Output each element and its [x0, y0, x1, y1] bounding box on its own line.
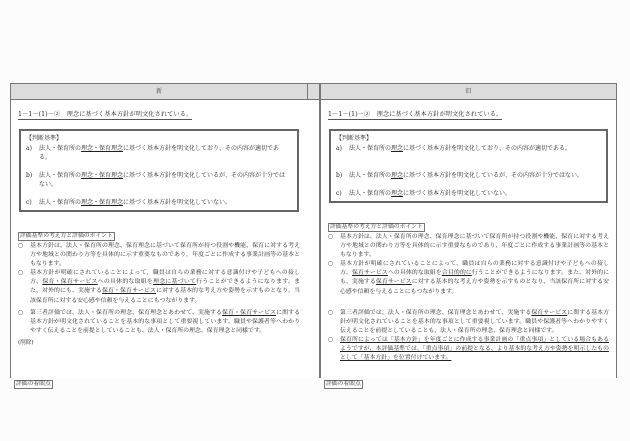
points-section-title: 評価基準の考え方と評価のポイント	[20, 233, 113, 239]
deleted-note: (削除)	[18, 339, 34, 346]
point-item: ○ 基本方針は、法人・保育所の理念、保育理念に基づいて保育所が持つ役割や機能、保育に対する考え方や地域との関わり方等を具体的に示す重要なものであり、年度ごとに作成する事業計画等の基本ともなります。	[328, 234, 609, 259]
point-item: ○ 基本方針は、法人・保育所の理念、保育理念に基づいて保育所が持つ役割や機能、保育に対する考え方や地域との関わり方等を具体的に示す重要なものであり，年度ごとに作成する事業計画等の基本ともなります。	[18, 243, 300, 268]
points-section-title: 評価基準の考え方と評価のポイント	[330, 224, 423, 230]
judgement-criteria-box	[19, 129, 299, 212]
judgement-criteria-box	[329, 129, 608, 203]
point-item: ○ 第三者評価では、法人・保育所の理念、保育理念とあわせて、実施する保育・保育サービスに関する基本方針が明文化されていることを基本的な事項として重要視しています。職員や保護者等へわかりやすく伝えることを前提としていることも、法人・保育所の理念、保育理念と同様です。	[18, 309, 300, 334]
viewpoints-section-title: 評価の着眼点	[16, 381, 51, 387]
criteria-title: 【判断基準】	[336, 135, 373, 142]
point-item: ○ 保育所によっては「基本方針」を年度ごとに作成する事業計画の「重点事項」としている場合もあるようですが、本評価基準では、「重点事項」の前提となる、より基本的な考え方や姿勢を明示したものとして「基本方針」を位置付けています。	[328, 336, 609, 362]
criteria-item-a: a) 法人・保育所の理念に基づく基本方針を明文化しており、その内容が適切である。	[336, 145, 572, 152]
criteria-item-c: c) 法人・保育所の理念に基づく基本方針を明文化していない。	[336, 190, 512, 197]
point-item: ○ 基本方針が明確にされていることによって、職員は自らの業務に対する意識付けや子どもへの接し方、保育サービスへの具体的な取組を合目的的に行うことができるようになります。また、対外的にも、実施する保育サービスに対する基本的な考え方や姿勢を示すものとなり、当該保育所に対する安心感や信頼を与えることにもつながります。	[328, 261, 610, 295]
criteria-item-c: c) 法人・保育所の理念・保育理念に基づく基本方針を明文化していない。	[26, 199, 232, 206]
column-divider	[307, 83, 320, 378]
new-column-header: 新	[11, 83, 307, 100]
old-column	[320, 83, 617, 387]
criteria-item-b: b) 法人・保育所の理念に基づく基本方針を明文化しているが、その内容が十分ではない。	[336, 172, 584, 179]
new-column	[10, 83, 308, 387]
point-item: ○ 基本方針が明確にされていることによって，職員は自らの業務に対する意識付けや子どもへの接し方、保育・保育サービスへの具体的な取組を理念に基づいて行うことができるようになります。また、対外的にも、実施する保育・保育サービスに対する基本的な考え方や姿勢を示すものとなり，当該保育所に対する安心感や信頼を与えることにもつながります。	[18, 270, 301, 304]
criteria-item-a: a) 法人・保育所の理念・保育理念に基づく基本方針を明文化しており、その内容が適切である。	[26, 145, 280, 161]
old-column-header: 旧	[321, 83, 616, 100]
item-heading: 1－1－(1)－② 理念に基づく基本方針が明文化されている。	[328, 111, 503, 118]
viewpoints-section-title: 評価の着眼点	[326, 381, 361, 387]
criteria-title: 【判断基準】	[26, 135, 63, 142]
item-heading: 1－1－(1)－② 理念に基づく基本方針が明文化されている。	[18, 111, 193, 118]
evaluation-points	[328, 233, 609, 363]
comparison-table	[10, 83, 616, 387]
evaluation-points	[18, 242, 300, 336]
point-item: ○ 第三者評価では、法人・保育所の理念、保育理念とあわせて、実施する保育サービスに関する基本方針が明文化されていることを基本的な事項として重要視しています。職員や保護者等へわかりやすく伝えることを前提としていることも、法人・保育所の理念、保育理念と同様です。	[328, 309, 610, 334]
criteria-item-b: b) 法人・保育所の理念・保育理念に基づく基本方針を明文化しているが、その内容が十分ではない。	[26, 172, 286, 188]
